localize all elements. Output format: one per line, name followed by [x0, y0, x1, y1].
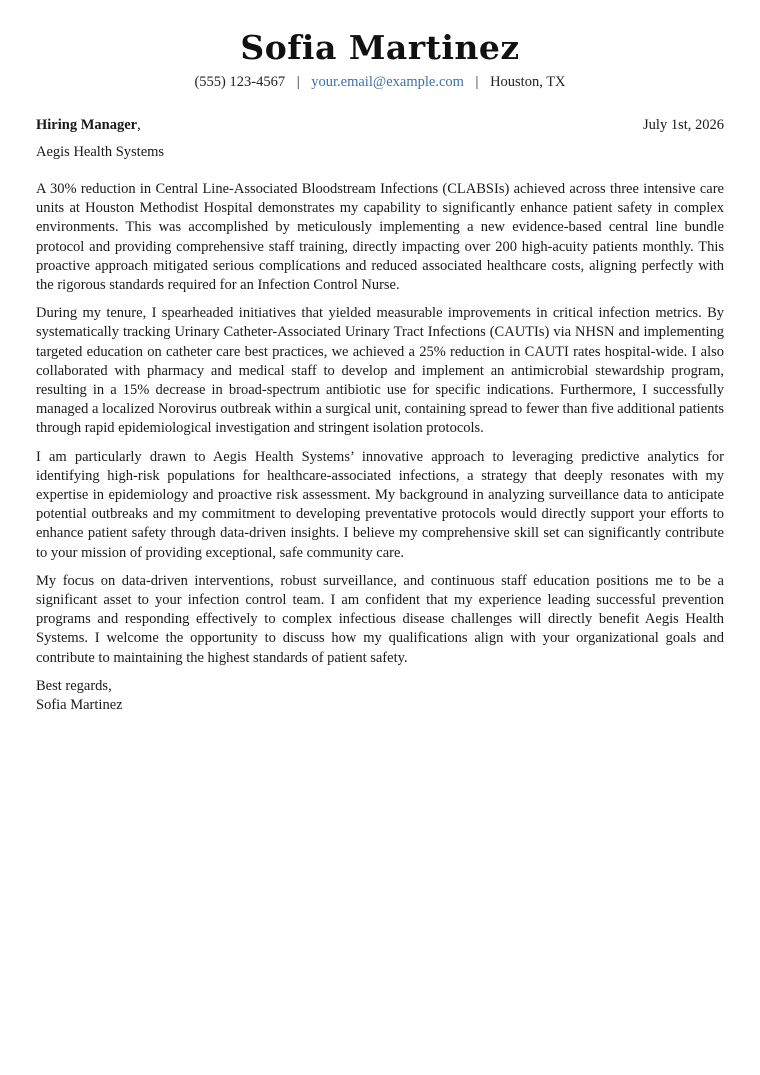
letter-body [36, 180, 724, 715]
salutation [36, 115, 141, 135]
body-paragraph: My focus on data-driven interventions, robust surveillance, and continuous staff education positions me to be a significant asset to your infection control team. I am confident that my experience leading successful prevention programs and responding effectively to complex infectious disease challenges will directly benefit Aegis Health Systems. I welcome the opportunity to discuss how my qualifications align with your organizational goals and contribute to maintaining the highest standards of patient safety. [36, 572, 724, 666]
recipient-title: Hiring Manager [36, 117, 138, 133]
recipient-company: Aegis Health Systems [36, 144, 165, 160]
salutation-date-row [36, 115, 724, 135]
letter-date: July 1st, 2026 [643, 117, 724, 133]
salutation-punctuation: , [137, 117, 141, 133]
body-paragraph: During my tenure, I spearheaded initiatives that yielded measurable improvements in critical infection metrics. By systematically tracking Urinary Catheter-Associated Urinary Tract Infections (CAUTIs) via NHSN and implementing targeted education on catheter care best practices, we achieved a 25% reduction in CAUTI rates hospital-wide. I also collaborated with pharmacy and medical staff to develop and implement an antimicrobial stewardship program, resulting in a 15% decrease in broad-spectrum antibiotic use for specific indications. Furthermore, I successfully managed a localized Norovirus outbreak within a surgical unit, containing spread to fewer than five additional patients through rapid epidemiological investigation and stringent isolation protocols. [36, 305, 724, 437]
contact-location: Houston, TX [490, 74, 566, 90]
contact-separator: | [296, 74, 300, 90]
body-paragraph: A 30% reduction in Central Line-Associated Bloodstream Infections (CLABSIs) achieved across three intensive care units at Houston Methodist Hospital demonstrates my capability to significantly enhance patient safety in complex environments. This was accomplished by meticulously implementing a new evidence-based central line bundle protocol and providing comprehensive staff training, directly impacting over 200 high-acuity patients monthly. This proactive approach mitigated serious complications and reduced associated healthcare costs, aligning perfectly with the rigorous standards required for an Infection Control Nurse. [36, 181, 724, 294]
recipient-block [36, 115, 724, 162]
applicant-name: Sofia Martinez [240, 28, 520, 67]
body-paragraph: I am particularly drawn to Aegis Health Systems’ innovative approach to leveraging predictive analytics for identifying high-risk populations for healthcare-associated infections, a strategy that deeply resonates with my expertise in epidemiology and proactive risk assessment. My background in analyzing surveillance data to anticipate potential outbreaks and my commitment to developing preventative protocols would directly support your efforts to enhance patient safety through data-driven insights. I believe my comprehensive skill set can significantly contribute to your mission of providing exceptional, safe community care. [36, 448, 724, 561]
contact-line [0, 74, 760, 91]
closing-signoff: Best regards, [36, 677, 112, 694]
contact-separator: | [475, 74, 479, 90]
closing-signature: Sofia Martinez [36, 697, 123, 714]
contact-email-link[interactable]: your.email@example.com [311, 74, 464, 90]
contact-phone: (555) 123-4567 [194, 74, 286, 90]
closing-block [36, 677, 724, 715]
